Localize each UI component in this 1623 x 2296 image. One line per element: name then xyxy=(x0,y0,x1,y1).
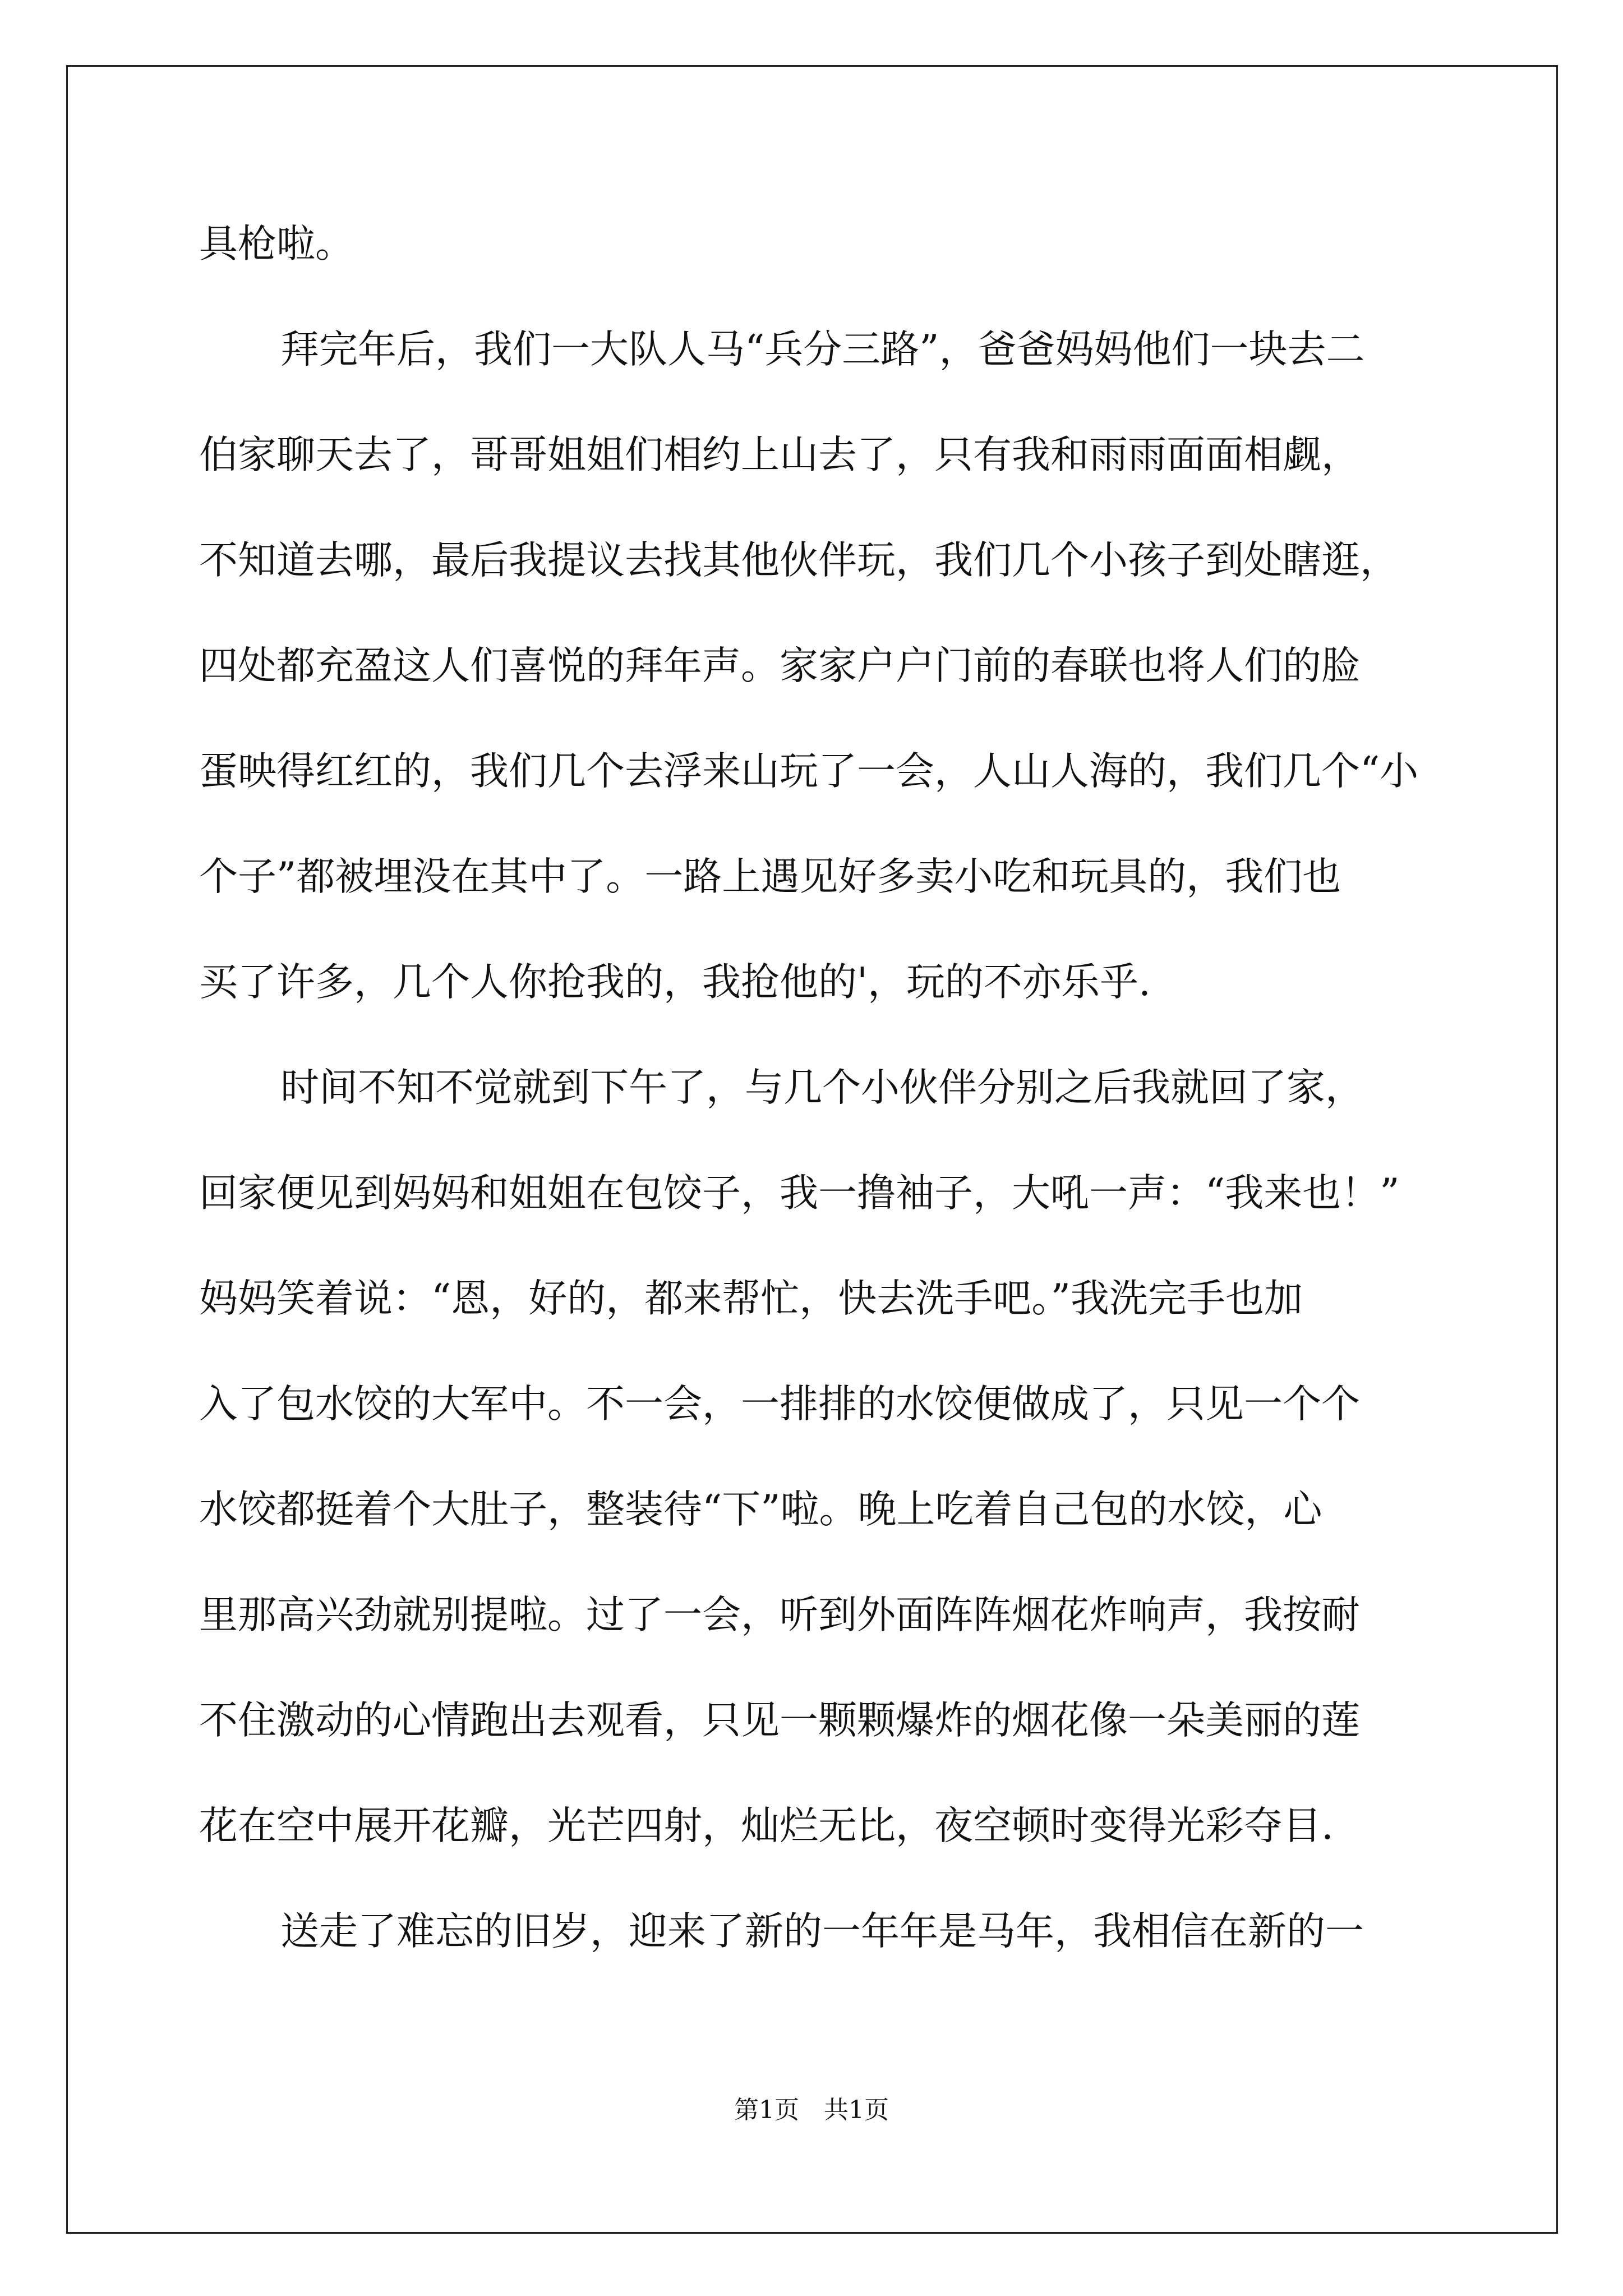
text-line-5: 四处都充盈这人们喜悦的拜年声。家家户户门前的春联也将人们的脸 xyxy=(199,643,1360,688)
text-line-6: 蛋映得红红的，我们几个去浮来山玩了一会，人山人海的，我们几个“小 xyxy=(199,749,1419,794)
text-line-13: 水饺都挺着个大肚子，整装待“下”啦。晚上吃着自己包的水饺，心 xyxy=(199,1487,1322,1532)
text-line-1: 具枪啦。 xyxy=(199,222,354,266)
text-line-8: 买了许多，几个人你抢我的，我抢他的'，玩的不亦乐乎. xyxy=(199,960,1151,1005)
text-line-4: 不知道去哪，最后我提议去找其他伙伴玩，我们几个小孩子到处瞎逛， xyxy=(199,538,1399,583)
page-footer: 第1页 共1页 xyxy=(734,2096,889,2124)
text-line-11: 妈妈笑着说：“恩，好的，都来帮忙，快去洗手吧。”我洗完手也加 xyxy=(199,1276,1303,1321)
text-line-2: 拜完年后，我们一大队人马“兵分三路”，爸爸妈妈他们一块去二 xyxy=(280,327,1365,372)
text-line-16: 花在空中展开花瓣，光芒四射，灿烂无比，夜空顿时变得光彩夺目. xyxy=(199,1803,1334,1848)
text-line-10: 回家便见到妈妈和姐姐在包饺子，我一撸袖子，大吼一声：“我来也！” xyxy=(199,1171,1400,1216)
text-line-9: 时间不知不觉就到下午了，与几个小伙伴分别之后我就回了家， xyxy=(280,1065,1364,1110)
text-line-12: 入了包水饺的大军中。不一会，一排排的水饺便做成了，只见一个个 xyxy=(199,1382,1360,1427)
text-line-3: 伯家聊天去了，哥哥姐姐们相约上山去了，只有我和雨雨面面相觑， xyxy=(199,432,1360,477)
text-line-17: 送走了难忘的旧岁，迎来了新的一年年是马年，我相信在新的一 xyxy=(280,1909,1364,1954)
text-line-15: 不住激动的心情跑出去观看，只见一颗颗爆炸的烟花像一朵美丽的莲 xyxy=(199,1698,1360,1743)
text-line-7: 个子”都被埋没在其中了。一路上遇见好多卖小吃和玩具的，我们也 xyxy=(199,854,1341,899)
text-line-14: 里那高兴劲就别提啦。过了一会，听到外面阵阵烟花炸响声，我按耐 xyxy=(199,1593,1360,1637)
